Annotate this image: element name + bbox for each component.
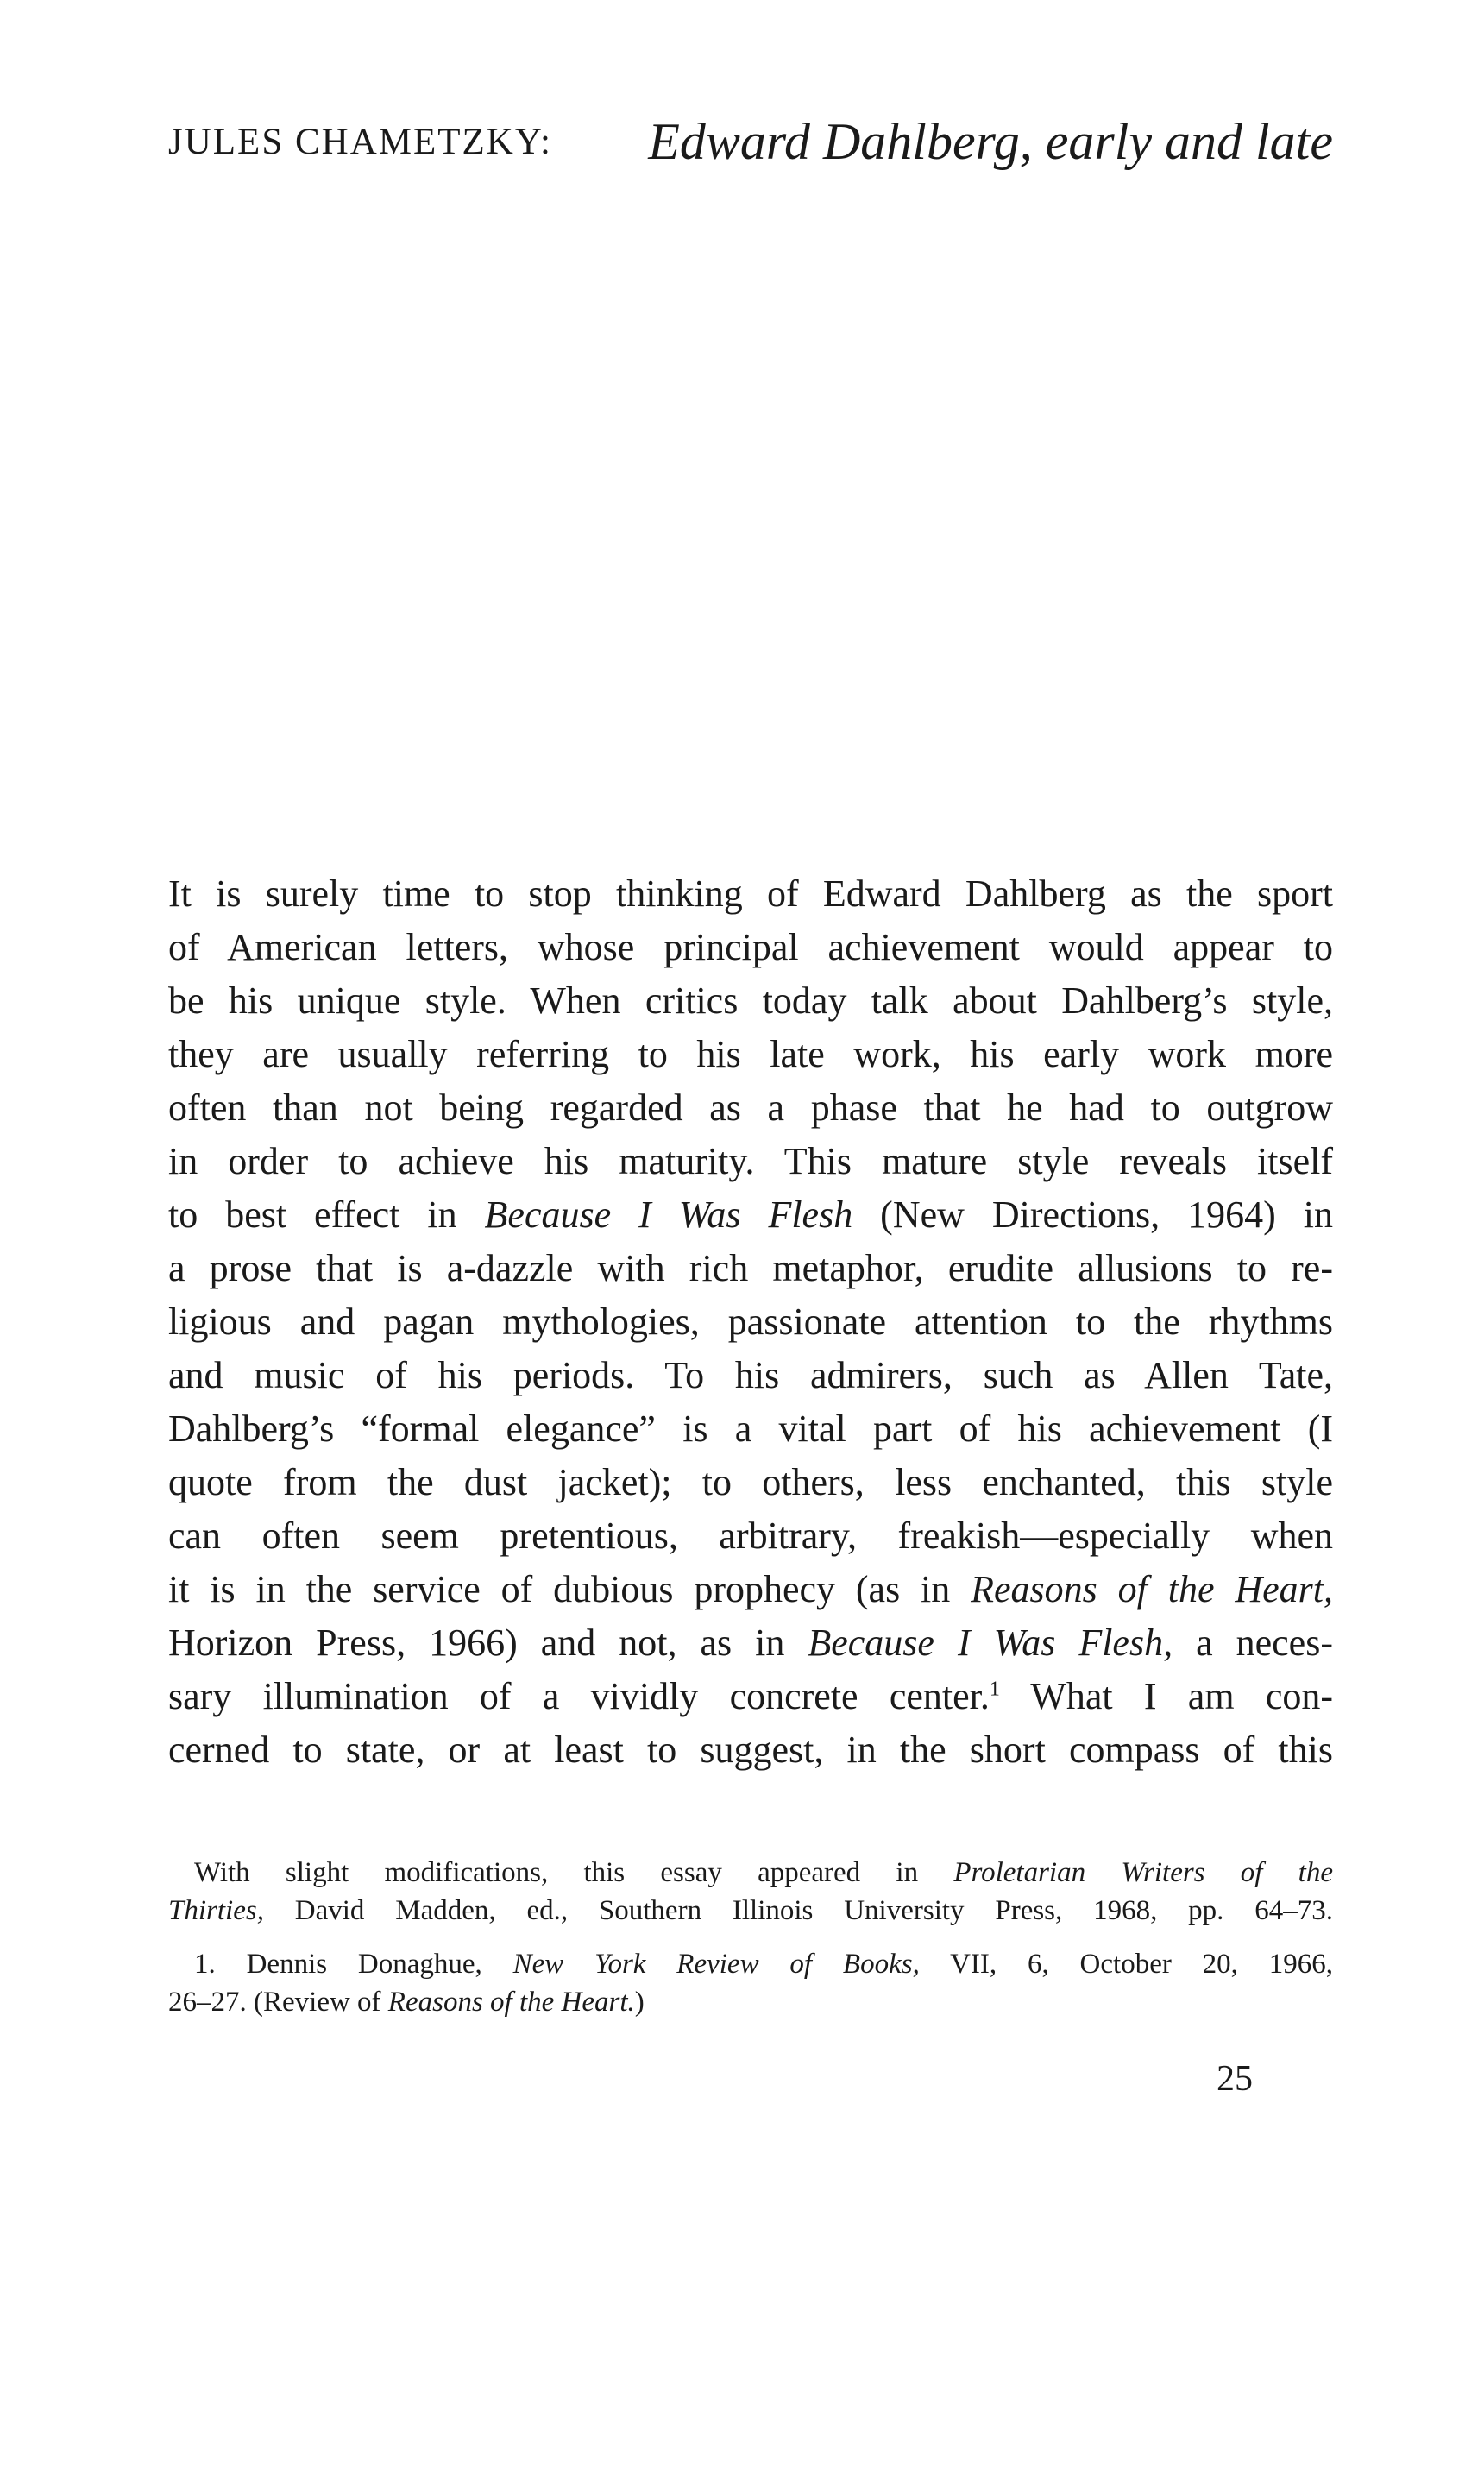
body-line: in order to achieve his maturity. This mature style reveals itself — [168, 1140, 1333, 1182]
footnote-line: 26–27. (Review of Reasons of the Heart.) — [168, 1987, 645, 2018]
body-line: ligious and pagan mythologies, passionate attention to the rhythms — [168, 1301, 1333, 1343]
page-number: 25 — [1217, 2059, 1253, 2099]
body-line: they are usually referring to his late work, his early work more — [168, 1033, 1333, 1075]
footnote-line: 1. Dennis Donaghue, New York Review of Books, VII, 6, October 20, 1966, — [194, 1949, 1334, 1980]
author-name: JULES CHAMETZKY: — [168, 122, 552, 162]
running-head — [168, 112, 1333, 181]
body-paragraph — [168, 867, 1333, 1777]
essay-title: Edward Dahlberg, early and late — [648, 113, 1333, 170]
book-title-italic: Because I Was Flesh, — [808, 1622, 1173, 1664]
body-line: be his unique style. When critics today talk about Dahlberg’s style, — [168, 979, 1333, 1022]
body-line: cerned to state, or at least to suggest, in the short compass of this — [168, 1729, 1333, 1771]
body-line: can often seem pretentious, arbitrary, freakish—especially when — [168, 1515, 1333, 1557]
body-line: and music of his periods. To his admirers, such as Allen Tate, — [168, 1354, 1333, 1396]
footnote-line: With slight modifications, this essay appeared in Proletarian Writers of the — [194, 1857, 1333, 1888]
publication-note — [168, 1854, 1333, 1930]
footnote-reference: 1 — [989, 1678, 1000, 1701]
body-line: of American letters, whose principal achievement would appear to — [168, 926, 1333, 968]
footnotes — [168, 1854, 1333, 2037]
body-line: sary illumination of a vividly concrete center.$^1$ What I am con- — [168, 1675, 1334, 1717]
body-line: quote from the dust jacket); to others, less enchanted, this style — [168, 1461, 1333, 1503]
book-title-italic: Reasons of the Heart, — [971, 1568, 1333, 1610]
book-title-italic: Because I Was Flesh — [484, 1194, 853, 1236]
footnote-1 — [168, 1945, 1333, 2021]
footnote-line: Thirties, David Madden, ed., Southern Illinois University Press, 1968, pp. 64–73. — [168, 1895, 1333, 1926]
body-line: It is surely time to stop thinking of Edward Dahlberg as the sport — [168, 872, 1333, 915]
body-line: a prose that is a-dazzle with rich metaphor, erudite allusions to re- — [168, 1247, 1333, 1289]
body-line: often than not being regarded as a phase that he had to outgrow — [168, 1086, 1333, 1129]
body-line: to best effect in Because I Was Flesh (New Directions, 1964) in — [168, 1194, 1333, 1236]
body-line: Horizon Press, 1966) and not, as in Because I Was Flesh, a neces- — [168, 1622, 1333, 1664]
body-line: Dahlberg’s “formal elegance” is a vital part of his achievement (I — [168, 1408, 1333, 1450]
body-line: it is in the service of dubious prophecy (as in Reasons of the Heart, — [168, 1568, 1333, 1610]
